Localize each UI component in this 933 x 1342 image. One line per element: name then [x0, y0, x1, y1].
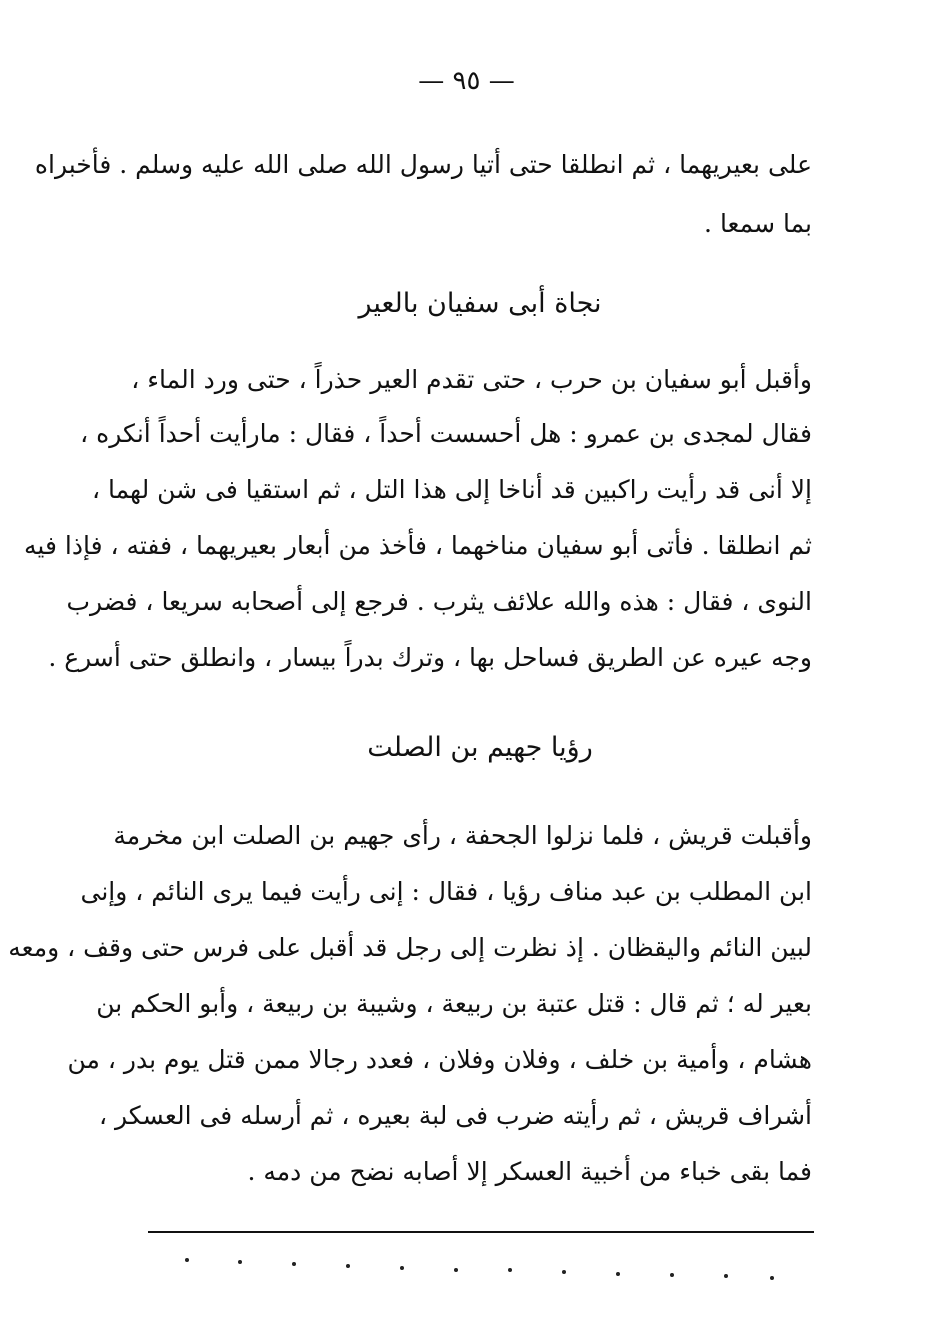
dot	[185, 1258, 189, 1262]
text-line: فقال لمجدى بن عمرو : هل أحسست أحداً ، فقال : مارأيت أحداً أنكره ،	[80, 419, 812, 448]
section-heading: رؤيا جهيم بن الصلت	[367, 732, 593, 763]
text-line: على بعيريهما ، ثم انطلقا حتى أتيا رسول الله صلى الله عليه وسلم . فأخبراه	[34, 150, 812, 179]
dot	[454, 1268, 458, 1272]
text-line: وأقبل أبو سفيان بن حرب ، حتى تقدم العير حذراً ، حتى ورد الماء ،	[131, 365, 812, 394]
dot	[346, 1264, 350, 1268]
dot	[238, 1260, 242, 1264]
page-number: — ٩٥ —	[418, 66, 515, 96]
text-line: بعير له ؛ ثم قال : قتل عتبة بن ربيعة ، وشيبة بن ربيعة ، وأبو الحكم بن	[96, 989, 812, 1018]
footer-rule	[148, 1231, 814, 1233]
text-line: فما بقى خباء من أخبية العسكر إلا أصابه نضح من دمه .	[247, 1157, 812, 1186]
dot	[724, 1274, 728, 1278]
dot	[670, 1273, 674, 1277]
dot	[292, 1262, 296, 1266]
section-heading: نجاة أبى سفيان بالعير	[358, 288, 602, 319]
text-line: النوى ، فقال : هذه والله علائف يثرب . فرجع إلى أصحابه سريعا ، فضرب	[66, 587, 812, 616]
dot	[616, 1272, 620, 1276]
text-line: وجه عيره عن الطريق فساحل بها ، وترك بدراً بيسار ، وانطلق حتى أسرع .	[48, 643, 812, 672]
text-line: لبين النائم واليقظان . إذ نظرت إلى رجل قد أقبل على فرس حتى وقف ، ومعه	[8, 933, 812, 962]
text-line: وأقبلت قريش ، فلما نزلوا الجحفة ، رأى جهيم بن الصلت ابن مخرمة	[113, 821, 812, 850]
dot	[770, 1276, 774, 1280]
footnote-dots	[170, 1244, 790, 1284]
text-line: ثم انطلقا . فأتى أبو سفيان مناخهما ، فأخذ من أبعار بعيريهما ، ففته ، فإذا فيه	[24, 531, 812, 560]
text-line: بما سمعا .	[704, 209, 812, 238]
dot	[562, 1270, 566, 1274]
text-line: هشام ، وأمية بن خلف ، وفلان وفلان ، فعدد رجالا ممن قتل يوم بدر ، من	[67, 1045, 812, 1074]
text-line: أشراف قريش ، ثم رأيته ضرب فى لبة بعيره ، ثم أرسله فى العسكر ،	[98, 1101, 812, 1130]
text-line: إلا أنى قد رأيت راكبين قد أناخا إلى هذا التل ، ثم استقيا فى شن لهما ،	[91, 475, 812, 504]
dot	[508, 1268, 512, 1272]
dot	[400, 1266, 404, 1270]
text-line: ابن المطلب بن عبد مناف رؤيا ، فقال : إنى رأيت فيما يرى النائم ، وإنى	[80, 877, 812, 906]
